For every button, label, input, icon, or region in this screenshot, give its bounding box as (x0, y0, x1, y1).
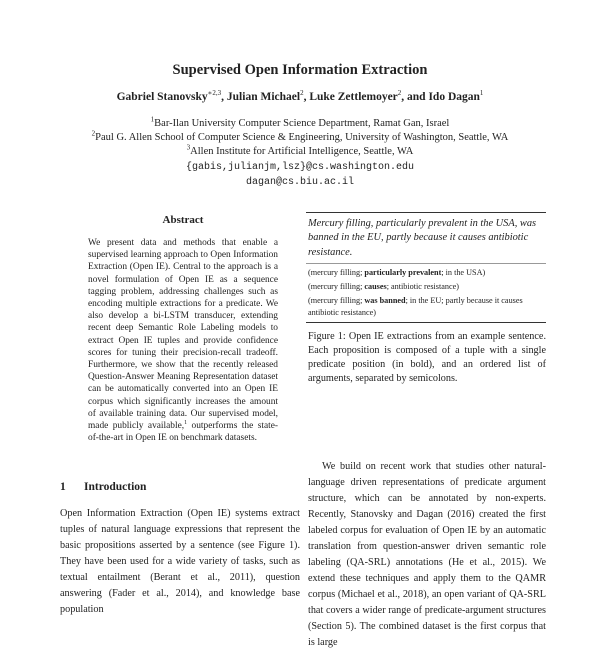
body-paragraph: We build on recent work that studies other natural-language driven representations of predicate argument structure, which can be annotated by non-experts. Recently, Stanovsky and Dagan (2016) created the first labeled corpus for evaluation of Open IE by an automatic translation from question-answer driven semantic role labeling (QA-SRL) annotations (He et al., 2015). We extend these techniques and apply them to the QAMR corpus (Michael et al., 2018), an open variant of QA-SRL that covers a wider range of predicate-argument structures (Section 5). The combined dataset is the first corpus that is large (308, 461, 546, 648)
section-heading (60, 481, 146, 493)
affiliation: $^2$Paul G. Allen School of Computer Science & Engineering, University of Washington, Seattle, WA (91, 129, 509, 143)
extraction-tuple: (mercury filling; was banned; in the EU; partly because it causes antibiotic resistance) (308, 296, 523, 317)
figure-caption: Figure 1: Open IE extractions from an example sentence. Each proposition is composed of a tuple with a single predicate position (in bold), and an ordered list of arguments, separated by semicolons. (308, 331, 546, 384)
figure-top-rule (306, 212, 546, 213)
author-affil-mark: ∗2,3 (207, 89, 222, 98)
abstract-heading: Abstract (162, 214, 204, 226)
figure-bottom-rule (306, 322, 546, 323)
predicate: causes (364, 282, 387, 291)
author-name: Gabriel Stanovsky (116, 91, 208, 103)
predicate: was banned (364, 296, 406, 305)
predicate: particularly prevalent (364, 268, 442, 277)
figure-inner-rule (306, 263, 546, 264)
author-name: Julian Michael (226, 91, 301, 103)
section-title: Introduction (84, 481, 147, 493)
affiliation: $^1$Bar-Ilan University Computer Science Department, Ramat Gan, Israel (150, 115, 450, 129)
author-name: Luke Zettlemoyer (309, 91, 398, 103)
author-affil-mark: 2 (397, 89, 402, 98)
intro-paragraph: Open Information Extraction (Open IE) systems extract tuples of natural language expressions that represent the basic propositions asserted by a sentence (see Figure 1). They have been used for a wide variety of tasks, such as textual entailment (Berant et al., 2011), question answering (Fader et al., 2014), and knowledge base population (60, 508, 300, 615)
footnote-marker: 1 (184, 419, 188, 426)
extraction-tuple: (mercury filling; causes; antibiotic resistance) (308, 282, 459, 291)
affiliation: $^3$Allen Institute for Artificial Intelligence, Seattle, WA (186, 143, 414, 157)
extraction-tuple: (mercury filling; particularly prevalent; in the USA) (308, 268, 486, 277)
section-number: 1 (60, 481, 66, 493)
paper-title: Supervised Open Information Extraction (172, 62, 428, 78)
author-list: Gabriel Stanovsky$^{∗2,3}$, Julian Michael$^2$, Luke Zettlemoyer$^2$, and Ido Dagan$^1$ (116, 89, 484, 103)
abstract-body: We present data and methods that enable a supervised learning approach to Open Information Extraction (Open IE). Central to the approach is a novel formulation of Open IE as a sequence tagging problem, addressing challenges such as encoding multiple extractions for a predicate. We also develop a bi-LSTM transducer, extending recent deep Semantic Role Labeling models to extract Open IE tuples and provide confidence scores for tuning their precision-recall tradeoff. Furthermore, we show that the recently released Question-Answer Meaning Representation dataset can be automatically converted into an Open IE corpus which significantly increases the amount of available training data. Our supervised model, made publicly available,$^1$ outperforms the state-of-the-art in Open IE on benchmark datasets. (88, 238, 278, 444)
email-line: {gabis,julianjm,lsz}@cs.washington.edu (185, 162, 415, 173)
author-affil-mark: 2 (300, 89, 304, 98)
author-name: Ido Dagan (428, 91, 480, 103)
figure-example-sentence: Mercury filling, particularly prevalent in the USA, was banned in the EU, partly because it causes antibiotic resistance. (308, 218, 537, 258)
email-line: dagan@cs.biu.ac.il (245, 177, 355, 188)
author-affil-mark: 1 (479, 89, 484, 98)
